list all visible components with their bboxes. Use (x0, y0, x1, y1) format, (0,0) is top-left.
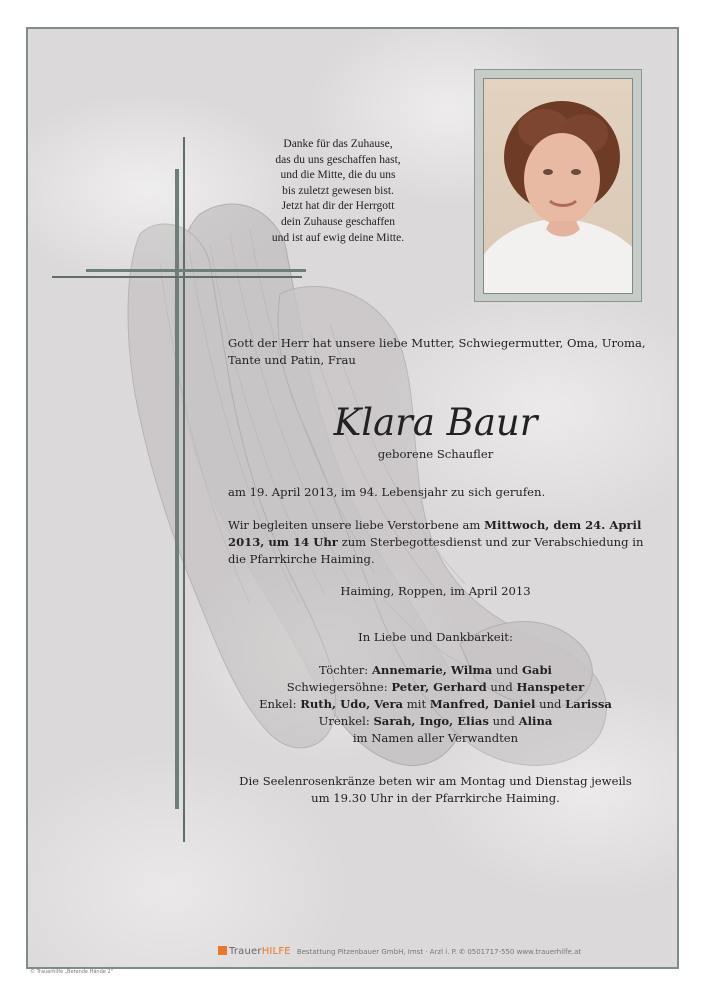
service-line: die Pfarrkirche Haiming. (228, 552, 375, 566)
names: Larissa (565, 697, 612, 711)
family-sons-in-law (228, 679, 643, 696)
service-date: Mittwoch, dem 24. April (484, 518, 642, 532)
portrait-photo (483, 78, 633, 294)
family-great-grandchildren (228, 713, 643, 730)
service-time: 2013, um 14 Uhr (228, 535, 338, 549)
intro-line: Tante und Patin, Frau (228, 353, 356, 367)
footer-text: Bestattung Pitzenbauer GmbH, Imst · Arzl i. P. ✆ 0501717-550 www.trauerhilfe.at (296, 948, 582, 956)
intro-text (228, 335, 646, 369)
conjunction: und (488, 714, 519, 728)
copyright-note: © Trauerhilfe „Betende Hände 2" (30, 969, 113, 975)
poem-line: dein Zuhause geschaffen (280, 215, 396, 228)
service-info (228, 517, 643, 568)
names: Ruth, Udo, Vera (300, 697, 404, 711)
brand-part: HILFE (261, 946, 291, 957)
cross-vertical-line-2 (175, 169, 179, 809)
brand-name (229, 946, 291, 957)
service-line (228, 534, 643, 551)
portrait-frame (474, 69, 642, 302)
label: Töchter: (319, 663, 372, 677)
label: Urenkel: (318, 714, 374, 728)
rosary-line: Die Seelenrosenkränze beten wir am Montag und Dienstag jeweils (239, 774, 632, 788)
poem-line: Jetzt hat dir der Herrgott (281, 200, 395, 213)
poem-line: und die Mitte, die du uns (280, 169, 396, 182)
conjunction: und (492, 663, 523, 677)
poem-line: und ist auf ewig deine Mitte. (271, 231, 405, 244)
names: Alina (518, 714, 553, 728)
service-text: zum Sterbegottesdienst und zur Verabschiedung in (337, 535, 644, 549)
poem-line: bis zuletzt gewesen bist. (282, 184, 394, 197)
label: Enkel: (259, 697, 301, 711)
rosary-info (228, 773, 643, 807)
cross-horizontal-line-2 (86, 269, 306, 272)
conjunction: mit (403, 697, 430, 711)
intro-line: Gott der Herr hat unsere liebe Mutter, Schwiegermutter, Oma, Uroma, (228, 336, 646, 350)
footer (218, 946, 588, 960)
place-date: Haiming, Roppen, im April 2013 (340, 584, 531, 598)
names: Sarah, Ingo, Elias (373, 714, 489, 728)
family-daughters (228, 662, 643, 679)
service-text: Wir begleiten unsere liebe Verstorbene am (228, 518, 485, 532)
death-notice: am 19. April 2013, im 94. Lebensjahr zu sich gerufen. (228, 485, 546, 499)
love-line: In Liebe und Dankbarkeit: (358, 630, 513, 644)
family-grandchildren (228, 696, 643, 713)
family-relatives: im Namen aller Verwandten (352, 731, 519, 745)
rosary-line: um 19.30 Uhr in der Pfarrkirche Haiming. (311, 791, 560, 805)
names: Gabi (522, 663, 552, 677)
names: Annemarie, Wilma (371, 663, 493, 677)
brand-part: Trauer (229, 946, 262, 957)
conjunction: und (535, 697, 566, 711)
parte-card (26, 27, 679, 969)
service-line (228, 517, 643, 534)
conjunction: und (486, 680, 517, 694)
cross-horizontal-line (52, 276, 302, 278)
poem-line: das du uns geschaffen hast, (275, 153, 401, 166)
deceased-name: Klara Baur (333, 401, 538, 444)
trauerhilfe-logo-icon (218, 946, 227, 955)
maiden-name: geborene Schaufler (377, 447, 494, 461)
poem (258, 137, 418, 246)
poem-line: Danke für das Zuhause, (283, 138, 393, 150)
label: Schwiegersöhne: (286, 680, 392, 694)
names: Hanspeter (516, 680, 585, 694)
family-list (228, 662, 643, 747)
cross-vertical-line (183, 137, 185, 842)
names: Manfred, Daniel (429, 697, 536, 711)
names: Peter, Gerhard (391, 680, 487, 694)
